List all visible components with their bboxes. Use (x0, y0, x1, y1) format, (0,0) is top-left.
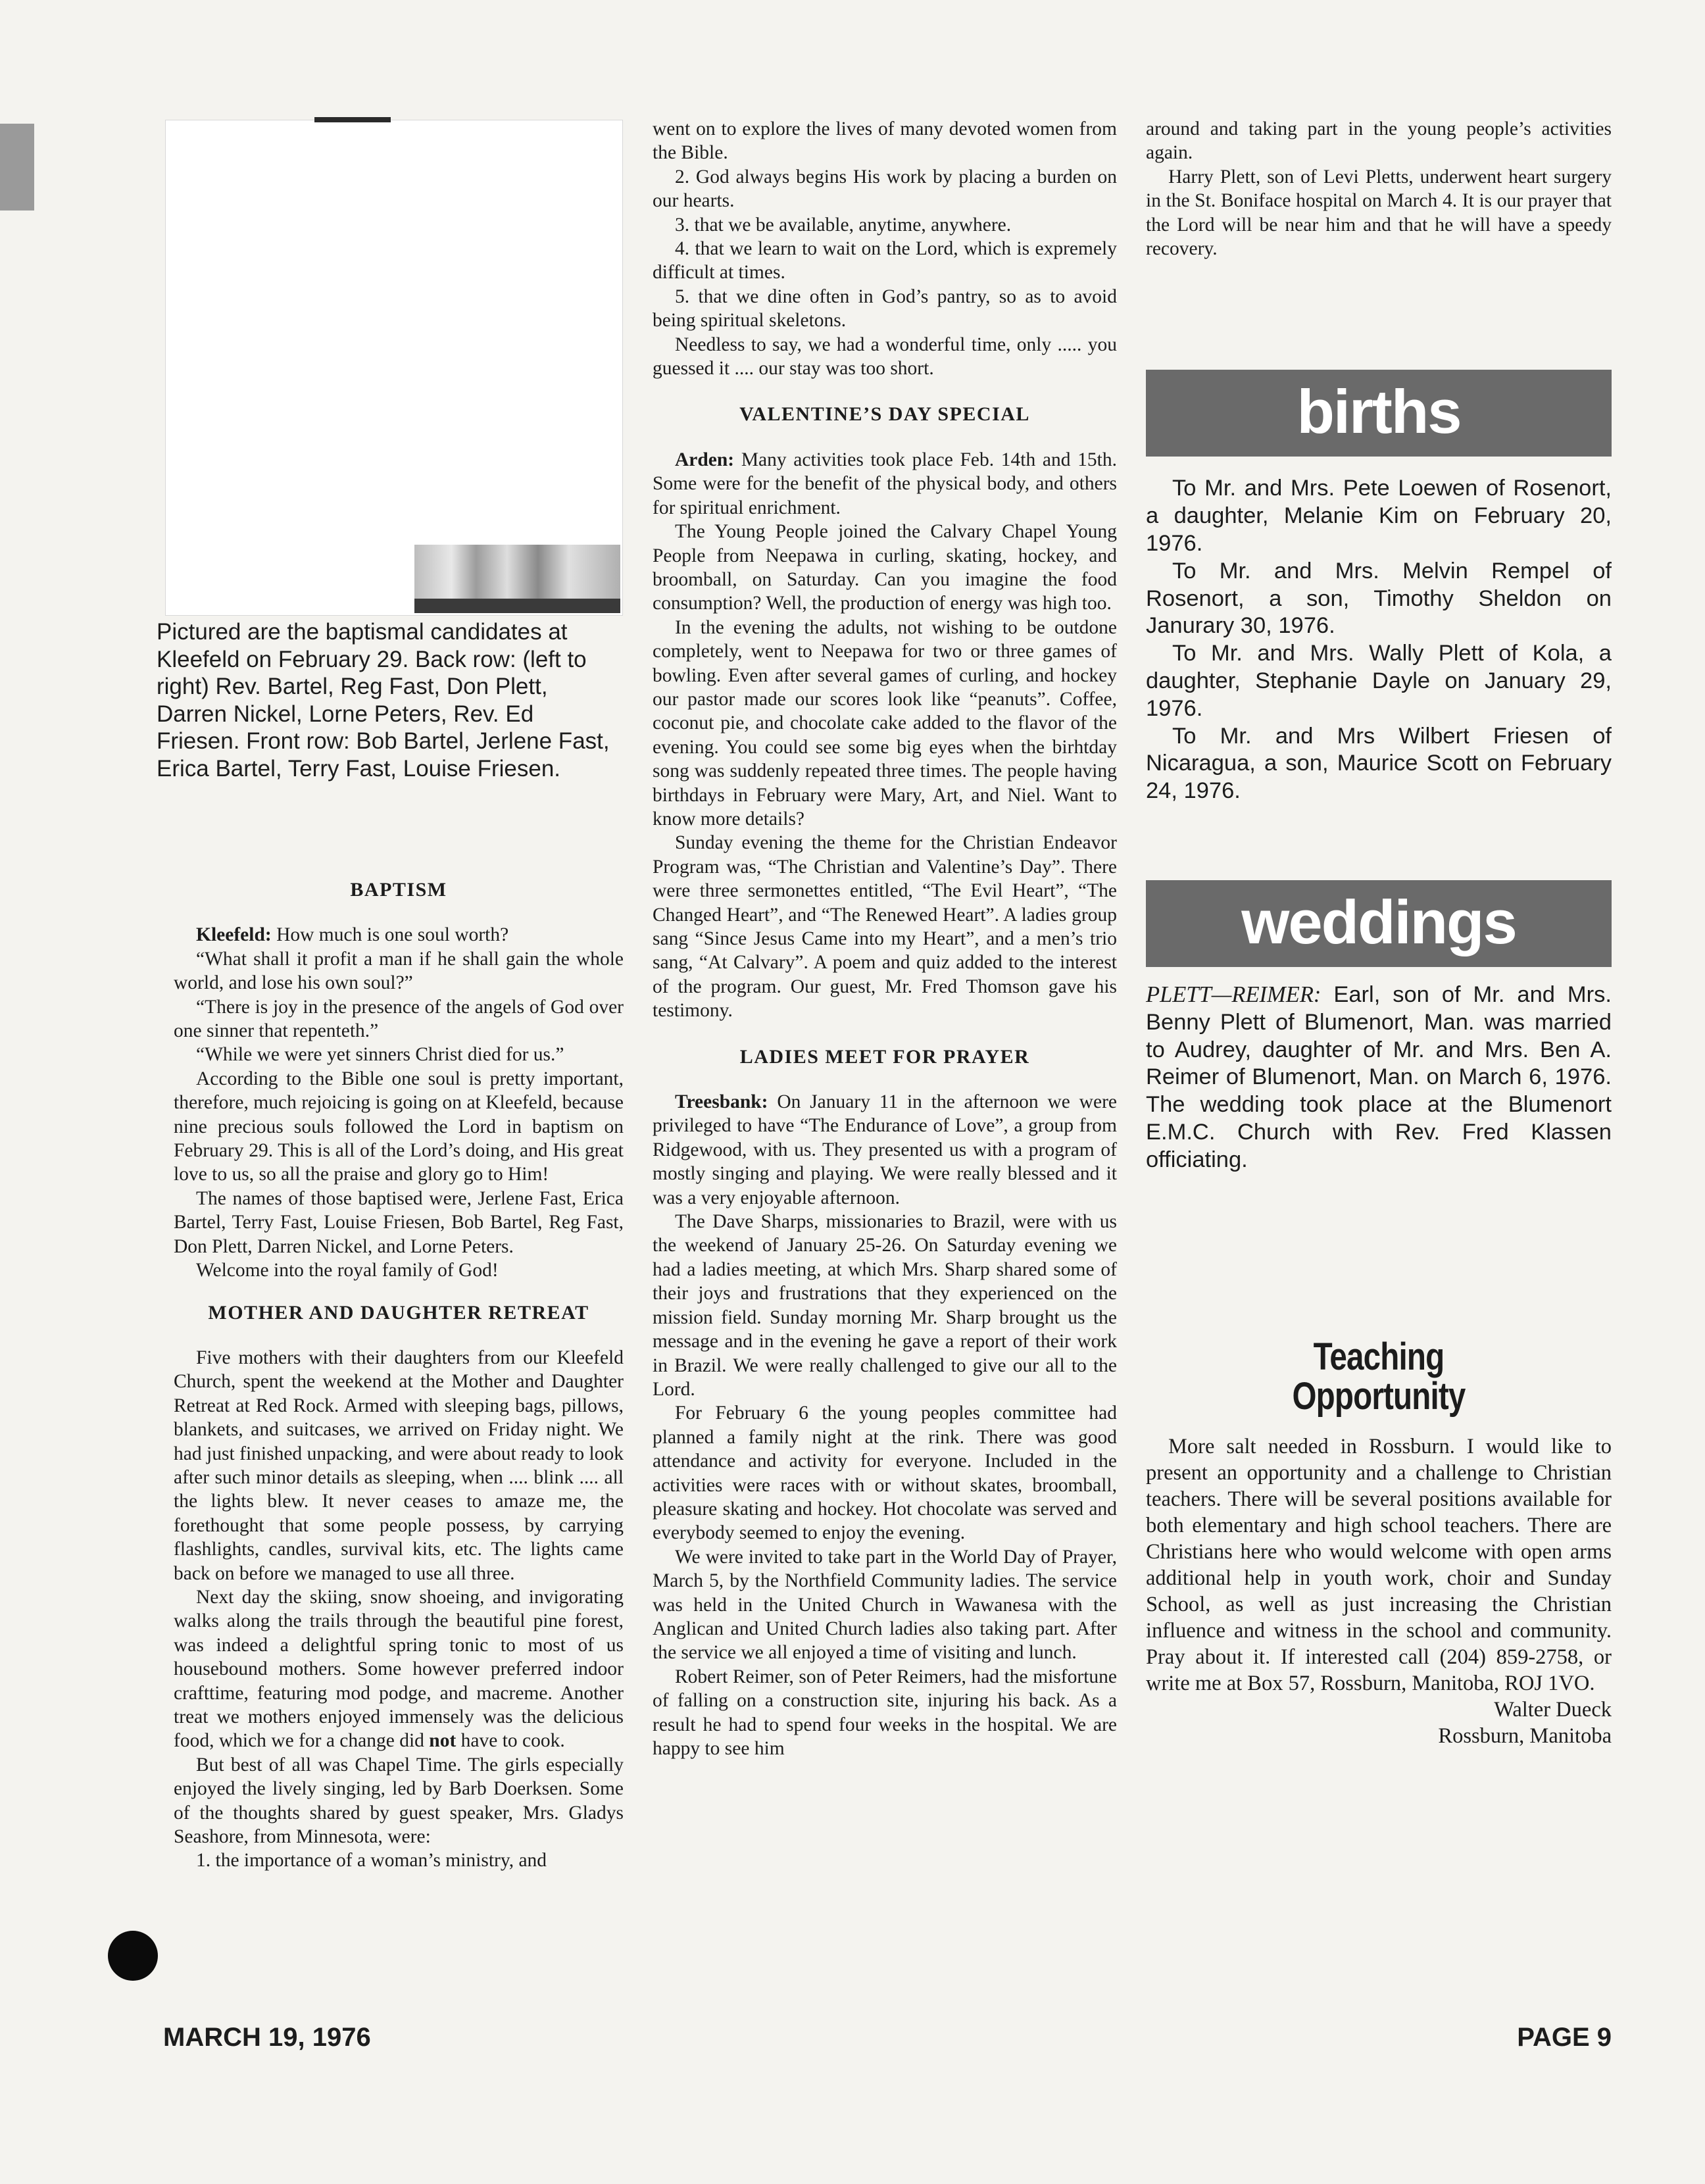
baptism-heading: BAPTISM (350, 879, 447, 901)
article-paragraph: 3. that we be available, anytime, anywhere. (675, 214, 1012, 236)
footer-page-number: PAGE 9 (1517, 2023, 1612, 2052)
valentine-paragraph: Arden: Many activities took place Feb. 14th and 15th. Some were for the benefit of the physical body, and others for spiritual enrichment. (653, 449, 1117, 518)
birth-announcement: To Mr. and Mrs. Wally Plett of Kola, a daughter, Stephanie Dayle on January 29, 1976. (1146, 641, 1612, 721)
ladies-heading: LADIES MEET FOR PRAYER (739, 1045, 1030, 1068)
photo-top-edge (314, 117, 391, 122)
scan-edge-mark (0, 124, 34, 211)
footer-date: MARCH 19, 1976 (163, 2023, 371, 2052)
column-1 (174, 858, 624, 1873)
teaching-title: Teaching Opportunity (1292, 1335, 1466, 1418)
retreat-paragraph: 1. the importance of a woman’s ministry, and (196, 1850, 547, 1872)
article-paragraph: 2. God always begins His work by placing a burden on our hearts. (653, 166, 1117, 212)
birth-announcement: To Mr. and Mrs Wilbert Friesen of Nicaragua, a son, Maurice Scott on February 24, 1976. (1146, 723, 1612, 804)
ladies-paragraph: The Dave Sharps, missionaries to Brazil, were with us the weekend of January 25-26. On Saturday evening we had a ladies meeting, at which Mrs. Sharp shared some of their joys and frustrations that they experienced on the mission field. Sunday morning Mr. Sharp brought us the message and in the evening he gave a report of their work in Brazil. We were really challenged to give our all to the Lord. (653, 1211, 1117, 1400)
baptism-paragraph: According to the Bible one soul is pretty important, therefore, much rejoicing is going on at Kleefeld, because nine precious souls followed the Lord in baptism on February 29. This is all of the Lord’s doing, and His great love to us, so all the praise and glory go to Him! (174, 1068, 624, 1185)
birth-announcement: To Mr. and Mrs. Melvin Rempel of Rosenort, a son, Timothy Sheldon on Janurary 30, 1976. (1146, 558, 1612, 639)
wedding-announcement: PLETT—REIMER: Earl, son of Mr. and Mrs. Benny Plett of Blumenort, Man. was married to Audrey, daughter of Mr. and Mrs. Ben A. Reimer of Blumenort, Man. on March 6, 1976. The wedding took place at the Blumenort E.M.C. Church with Rev. Fred Klassen officiating. (1146, 982, 1612, 1172)
weddings-banner: weddings (1146, 880, 1612, 967)
births-banner: births (1146, 370, 1612, 457)
column-3 (1146, 117, 1612, 1749)
valentine-heading: VALENTINE’S DAY SPECIAL (739, 403, 1030, 426)
signature-name: Walter Dueck (1494, 1697, 1612, 1722)
article-paragraph: Harry Plett, son of Levi Pletts, underwent heart surgery in the St. Boniface hospital on March 4. It is our prayer that the Lord will be near him and that he will have a speedy recovery. (1146, 166, 1612, 260)
birth-announcement: To Mr. and Mrs. Pete Loewen of Rosenort, a daughter, Melanie Kim on February 20, 1976. (1146, 476, 1612, 557)
ladies-paragraph: Treesbank: On January 11 in the afternoon we were privileged to have “The Endurance of Love”, a group from Ridgewood, with us. They presented us with a program of mostly singing and playing. We were really blessed and it was a very enjoyable afternoon. (653, 1091, 1117, 1208)
baptism-paragraph: The names of those baptised were, Jerlene Fast, Erica Bartel, Terry Fast, Louise Friesen, Bob Bartel, Reg Fast, Don Plett, Darren Nickel, and Lorne Peters. (174, 1187, 624, 1257)
article-paragraph: 5. that we dine often in God’s pantry, so as to avoid being spiritual skeletons. (653, 285, 1117, 332)
ladies-paragraph: Robert Reimer, son of Peter Reimers, had the misfortune of falling on a construction site, injuring his back. As a result he had to spend four weeks in the hospital. We are happy to see him (653, 1666, 1117, 1759)
punch-hole-mark (108, 1931, 158, 1981)
retreat-paragraph: Five mothers with their daughters from our Kleefeld Church, spent the weekend at the Mother and Daughter Retreat at Red Rock. Armed with sleeping bags, pillows, blankets, and suitcases, we arrived on Friday night. We had just finished unpacking, and were about ready to look after such minor details as sleeping, when .... blink .... all the lights blew. It never ceases to amaze me, the forethought that some people possess, by carrying flashlights, candles, survival kits, etc. The lights came back on before we managed to use all three. (174, 1347, 624, 1584)
article-paragraph: Needless to say, we had a wonderful time, only ..... you guessed it .... our stay was too short. (653, 334, 1117, 380)
retreat-paragraph: But best of all was Chapel Time. The girls especially enjoyed the lively singing, led by Barb Doerksen. Some of the thoughts shared by guest speaker, Mrs. Gladys Seashore, from Minnesota, were: (174, 1754, 624, 1848)
baptism-photo (165, 120, 623, 616)
col3-top-text (1146, 117, 1612, 261)
ladies-paragraph: We were invited to take part in the World Day of Prayer, March 5, by the Northfield Community ladies. The service was held in the United Church in Wawanesa with the Anglican and United Church ladies also taking part. After the service we all enjoyed a time of visiting and lunch. (653, 1546, 1117, 1664)
retreat-heading: MOTHER AND DAUGHTER RETREAT (208, 1301, 589, 1324)
valentine-paragraph: In the evening the adults, not wishing to be outdone completely, went to Neepawa for two or three games of bowling. Even after several games of curling, and hockey our pastor made our scores look like “peanuts”. Coffee, coconut pie, and chocolate cake added to the flavor of the evening. You could see some big eyes when the birhtday song was suddenly repeated three times. The people having birthdays in February were Mary, Art, and Niel. Want to know more details? (653, 616, 1117, 830)
article-paragraph: 4. that we learn to wait on the Lord, which is expremely difficult at times. (653, 238, 1117, 284)
photo-visible-fragment (414, 545, 620, 613)
baptism-paragraph: “There is joy in the presence of the angels of God over one sinner that repenteth.” (174, 996, 624, 1042)
article-paragraph: around and taking part in the young people’s activities again. (1146, 118, 1612, 164)
births-list (1146, 475, 1612, 805)
valentine-paragraph: The Young People joined the Calvary Chapel Young People from Neepawa in curling, skating, hockey, and broomball, on Saturday. Can you imagine the food consumption? Well, the production of energy was high too. (653, 521, 1117, 614)
teaching-text: More salt needed in Rossburn. I would like to present an opportunity and a challenge to Christian teachers. There will be several positions available for both elementary and high school teachers. There are Christians here who would welcome with open arms additional help in youth work, choir and Sunday School, as well as just increasing the Christian influence and witness in the school and community. Pray about it. If interested call (204) 859-2758, or write me at Box 57, Rossburn, Manitoba, ROJ 1VO. (1146, 1434, 1612, 1695)
article-paragraph: went on to explore the lives of many devoted women from the Bible. (653, 118, 1117, 164)
photo-caption: Pictured are the baptismal candidates at Kleefeld on February 29. Back row: (left to right) Rev. Bartel, Reg Fast, Don Plett, Darren Nickel, Lorne Peters, Rev. Ed Friesen. Front row: Bob Bartel, Jerlene Fast, Erica Bartel, Terry Fast, Louise Friesen. (157, 619, 610, 782)
column-2 (653, 117, 1117, 1760)
baptism-paragraph: Welcome into the royal family of God! (196, 1260, 499, 1281)
baptism-paragraph: “What shall it profit a man if he shall gain the whole world, and lose his own soul?” (174, 948, 624, 994)
baptism-paragraph: Kleefeld: How much is one soul worth? (196, 924, 509, 946)
ladies-paragraph: For February 6 the young peoples committee had planned a family night at the rink. There was good attendance and activity for everyone. Included in the activities were races with or without skates, broomball, pleasure skating and hockey. Hot chocolate was served and everybody seemed to enjoy the evening. (653, 1402, 1117, 1544)
retreat-paragraph: Next day the skiing, snow shoeing, and invigorating walks along the trails through the beautiful pine forest, was indeed a delightful spring tonic to most of us housebound mothers. Some however preferred indoor crafttime, featuring mod podge, and macreme. Another treat we mothers enjoyed immensely was the delicious food, which we for a change did not have to cook. (174, 1586, 624, 1752)
valentine-paragraph: Sunday evening the theme for the Christian Endeavor Program was, “The Christian and Valentine’s Day”. There were three sermonettes entitled, “The Evil Heart”, “The Changed Heart”, and “The Renewed Heart”. A ladies group sang “Since Jesus Came into my Heart”, and a men’s trio sang, “At Calvary”. A poem and quiz added to the interest of the program. Our guest, Mr. Fred Thomson gave his testimony. (653, 832, 1117, 1022)
signature-place: Rossburn, Manitoba (1438, 1724, 1612, 1748)
baptism-paragraph: “While we were yet sinners Christ died for us.” (196, 1044, 564, 1066)
